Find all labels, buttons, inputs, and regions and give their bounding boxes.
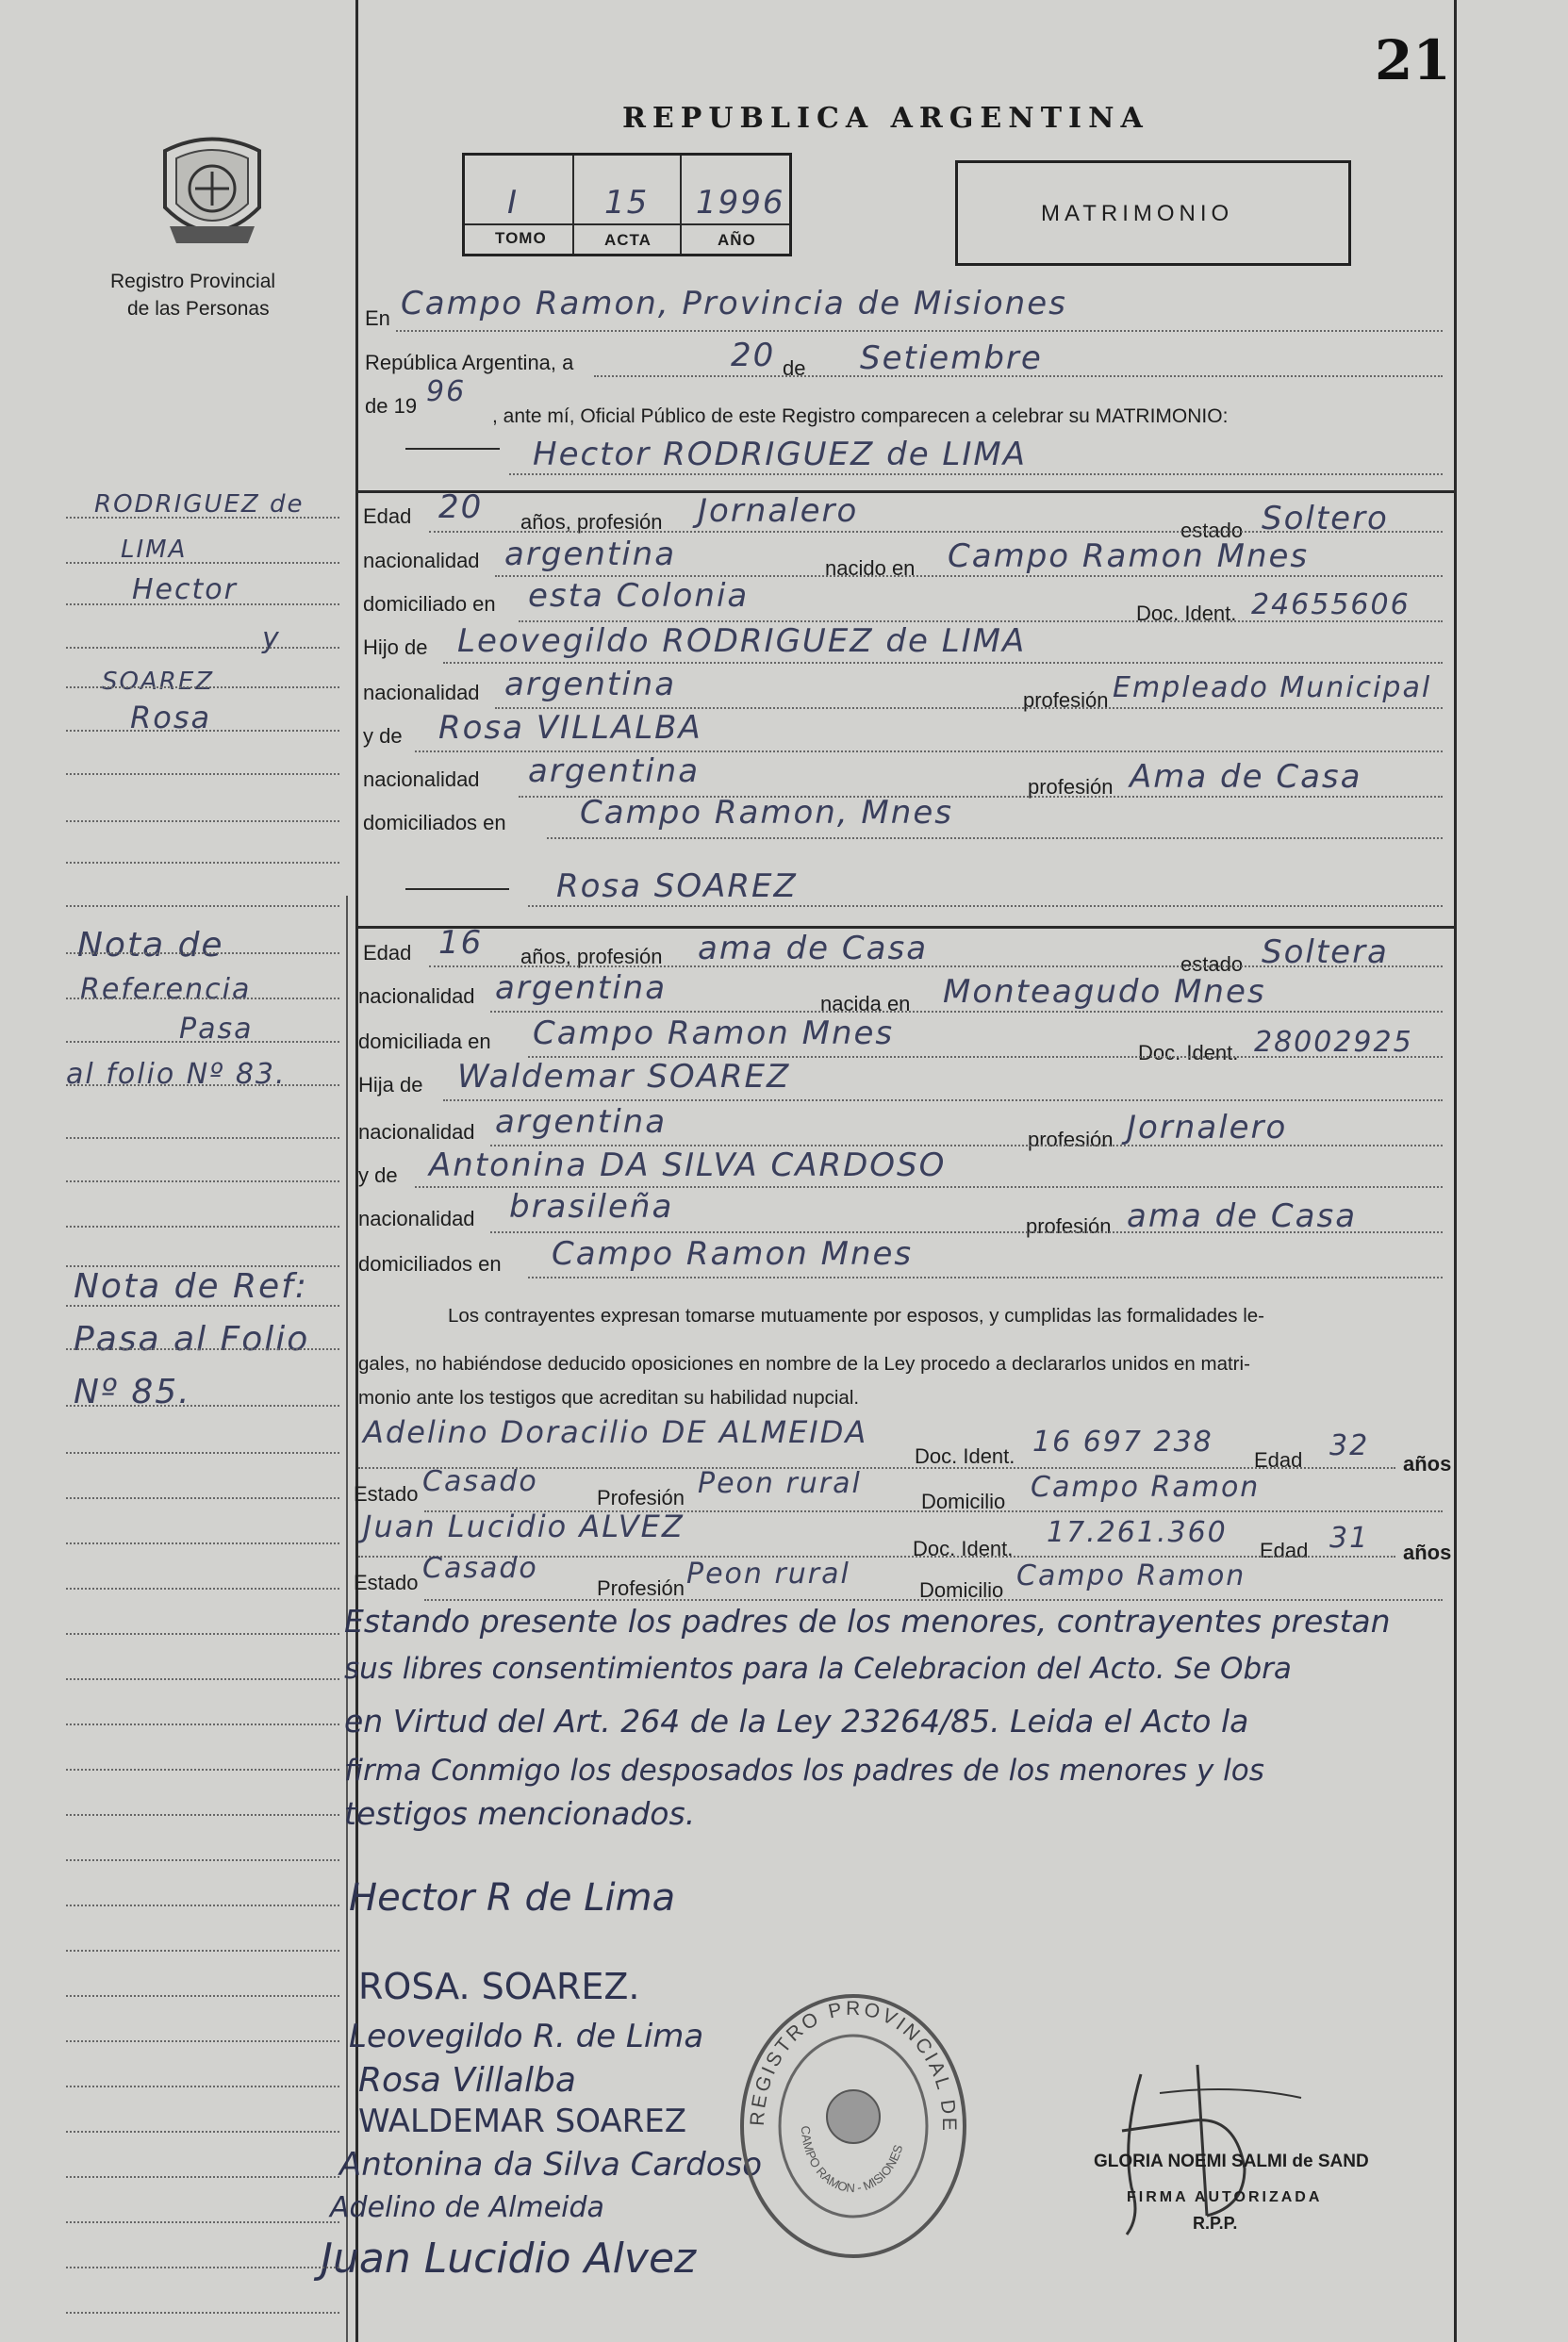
bride-domiciliados: Campo Ramon Mnes [552, 1235, 914, 1273]
witness2-doc-label: Doc. Ident. [913, 1537, 1014, 1560]
record-type-box [955, 160, 1351, 266]
margin-rule [66, 1180, 339, 1182]
margin-bride-first: Rosa [130, 700, 212, 735]
margin-rule [66, 730, 339, 732]
bride-madre-nac-label: nacionalidad [358, 1207, 475, 1230]
margin-rule [66, 1452, 339, 1454]
bride-padre: Waldemar SOAREZ [457, 1058, 791, 1096]
signature-groom-mother: Rosa Villalba [358, 2061, 576, 2100]
groom-padre: Leovegildo RODRIGUEZ de LIMA [457, 622, 1027, 660]
bride-doc-label: Doc. Ident. [1138, 1041, 1239, 1064]
bride-doc: 28002925 [1254, 1026, 1413, 1059]
margin-rule [66, 1041, 339, 1043]
margin-note1-line4: al folio Nº 83. [66, 1058, 287, 1091]
tomo-value: I [507, 184, 520, 222]
witness2-estado-label: Estado [354, 1571, 419, 1594]
margin-rule [66, 1542, 339, 1544]
groom-edad-label: Edad [363, 504, 412, 528]
groom-domiciliados-label: domiciliados en [363, 811, 506, 834]
declaration-line1: Los contrayentes expresan tomarse mutuamente por esposos, y cumplidas las formalidades le- [448, 1305, 1264, 1327]
margin-rule [66, 1497, 339, 1499]
groom-profesion: Jornalero [698, 492, 859, 530]
margin-surname-line2: LIMA [121, 536, 188, 564]
margin-rule [66, 517, 339, 519]
signature-bride-father: WALDEMAR SOAREZ [358, 2103, 687, 2140]
margin-note2-line2: Pasa al Folio [74, 1320, 310, 1359]
witness1-doc-label: Doc. Ident. [915, 1444, 1015, 1468]
groom-y-de-label: y de [363, 724, 403, 748]
witness1-name: Adelino Doracilio DE ALMEIDA [363, 1414, 868, 1450]
bride-estado: Soltera [1262, 933, 1389, 971]
witness1-anos-label: años [1403, 1452, 1452, 1476]
bride-nacionalidad: argentina [495, 969, 668, 1007]
groom-padre-prof-label: profesión [1023, 688, 1109, 712]
official-title: FIRMA AUTORIZADA [1127, 2189, 1323, 2205]
official-name: GLORIA NOEMI SALMI de SAND [1094, 2152, 1369, 2171]
province-emblem [156, 132, 269, 255]
margin-rule [66, 998, 339, 999]
margin-bride-surname: SOAREZ [102, 668, 215, 696]
witness2-doc: 17.261.360 [1047, 1516, 1228, 1549]
witness1-prof-label: Profesión [597, 1486, 685, 1509]
margin-surname-line1: RODRIGUEZ de [94, 490, 305, 519]
margin-rule [66, 1678, 339, 1680]
ano-label: AÑO [718, 231, 756, 249]
bride-profesion: ama de Casa [698, 930, 929, 967]
place-value: Campo Ramon, Provincia de Misiones [401, 285, 1067, 322]
bride-nac-label: nacionalidad [358, 984, 475, 1008]
groom-domiciliados: Campo Ramon, Mnes [580, 794, 953, 832]
margin-rule [66, 1633, 339, 1635]
margin-first-name: Hector [132, 573, 238, 606]
margin-rule [66, 1814, 339, 1816]
margin-note2-line1: Nota de Ref: [74, 1267, 308, 1306]
bride-padre-prof-label: profesión [1028, 1128, 1114, 1151]
bride-padre-nac: argentina [495, 1103, 668, 1141]
tomo-label: TOMO [495, 229, 547, 247]
margin-rule [66, 1724, 339, 1725]
margin-rule [66, 603, 339, 605]
margin-rule [66, 562, 339, 564]
witness2-estado: Casado [422, 1552, 538, 1585]
margin-rule [66, 647, 339, 649]
year-suffix: 96 [426, 375, 467, 408]
witness1-dom-label: Domicilio [921, 1490, 1006, 1513]
notes-line-5: testigos mencionados. [344, 1795, 696, 1832]
record-type-label: MATRIMONIO [1041, 201, 1234, 226]
margin-rule [66, 1137, 339, 1139]
margin-rule [66, 1950, 339, 1952]
record-ref-box [462, 153, 792, 256]
groom-estado-label: estado [1180, 519, 1244, 542]
day-value: 20 [731, 337, 776, 374]
seal-inner-text: CAMPO RAMON - MISIONES [798, 2125, 906, 2196]
bride-edad: 16 [438, 924, 484, 962]
signature-witness2: Juan Lucidio Alvez [321, 2235, 697, 2283]
margin-rule [66, 1405, 339, 1407]
witness1-edad: 32 [1329, 1429, 1370, 1462]
witness1-estado-label: Estado [354, 1482, 419, 1506]
bride-madre-prof: ama de Casa [1127, 1197, 1358, 1235]
margin-note2-line3: Nº 85. [74, 1373, 191, 1411]
margin-note1-line1: Nota de [77, 926, 224, 965]
signature-bride-mother: Antonina da Silva Cardoso [339, 2146, 763, 2184]
margin-rule [66, 905, 339, 907]
groom-nacido: Campo Ramon Mnes [948, 537, 1310, 575]
bride-anos-label: años, profesión [520, 945, 663, 968]
margin-rule [66, 1769, 339, 1771]
groom-domiciliado: esta Colonia [528, 577, 750, 615]
bride-y-de-label: y de [358, 1163, 398, 1187]
groom-hijo-label: Hijo de [363, 635, 428, 659]
witness1-estado: Casado [422, 1465, 538, 1498]
groom-padre-nac: argentina [504, 666, 677, 703]
margin-rule [66, 2131, 339, 2133]
year-prefix: de 19 [365, 394, 418, 418]
witness2-edad-label: Edad [1260, 1539, 1309, 1562]
bride-madre-nac: brasileña [509, 1188, 674, 1226]
margin-rule [66, 820, 339, 822]
page-number: 21 [1375, 28, 1451, 92]
witness2-prof-label: Profesión [597, 1576, 685, 1600]
margin-rule [66, 2221, 339, 2223]
bride-domiciliados-label: domiciliados en [358, 1252, 502, 1276]
acta-label: ACTA [604, 231, 652, 249]
republica-label: República Argentina, a [365, 351, 574, 374]
seal-text: REGISTRO PROVINCIAL DE [746, 1997, 961, 2134]
groom-doc: 24655606 [1251, 588, 1411, 621]
groom-madre-nac-label: nacionalidad [363, 767, 480, 791]
witness2-anos-label: años [1403, 1541, 1452, 1564]
bride-dom-label: domiciliada en [358, 1030, 491, 1053]
groom-doc-label: Doc. Ident. [1136, 602, 1237, 625]
margin-rule [66, 773, 339, 775]
witness2-domicilio: Campo Ramon [1016, 1559, 1246, 1592]
groom-padre-nac-label: nacionalidad [363, 681, 480, 704]
bride-estado-label: estado [1180, 952, 1244, 976]
bride-domiciliada: Campo Ramon Mnes [533, 1014, 895, 1052]
declaration-line2: gales, no habiéndose deducido oposiciones en nombre de la Ley procedo a declararlos unidos en matri- [358, 1353, 1250, 1375]
declaration-line3: monio ante los testigos que acreditan su habilidad nupcial. [358, 1387, 860, 1409]
ano-value: 1996 [696, 184, 785, 222]
groom-full-name: Hector RODRIGUEZ de LIMA [533, 436, 1027, 473]
signature-groom: Hector R de Lima [349, 1876, 676, 1920]
comparecen-text: , ante mí, Oficial Público de este Registro comparecen a celebrar su MATRIMONIO: [492, 405, 1229, 427]
margin-rule [66, 686, 339, 688]
margin-conjunction: y [262, 622, 281, 655]
de-label: de [783, 356, 806, 380]
official-org: R.P.P. [1193, 2214, 1238, 2233]
groom-nacionalidad: argentina [504, 536, 677, 573]
margin-rule [66, 2267, 339, 2268]
margin-rule [66, 2176, 339, 2178]
witness2-dom-label: Domicilio [919, 1578, 1004, 1602]
witness1-doc: 16 697 238 [1032, 1426, 1213, 1459]
groom-estado: Soltero [1262, 500, 1389, 537]
groom-madre-nac: argentina [528, 752, 701, 790]
signature-groom-father: Leovegildo R. de Lima [349, 2018, 704, 2055]
bride-madre: Antonina DA SILVA CARDOSO [429, 1146, 947, 1184]
witness1-profesion: Peon rural [698, 1467, 862, 1500]
witness2-edad: 31 [1329, 1522, 1370, 1555]
bride-hija-label: Hija de [358, 1073, 423, 1097]
bride-madre-prof-label: profesión [1026, 1214, 1112, 1238]
bride-nacida: Monteagudo Mnes [943, 973, 1266, 1011]
margin-rule [66, 1305, 339, 1307]
registry-seal [735, 1985, 971, 2258]
margin-rule [66, 2312, 339, 2314]
country-title: REPUBLICA ARGENTINA [622, 102, 1149, 135]
margin-rule [66, 1588, 339, 1590]
witness1-edad-label: Edad [1254, 1448, 1303, 1472]
notes-line-2: sus libres consentimientos para la Celebracion del Acto. Se Obra [344, 1652, 1292, 1686]
groom-nac-label: nacionalidad [363, 549, 480, 572]
bride-nacida-label: nacida en [820, 992, 911, 1015]
signature-witness1: Adelino de Almeida [330, 2191, 604, 2224]
witness2-profesion: Peon rural [686, 1558, 850, 1591]
groom-nacido-label: nacido en [825, 556, 916, 580]
margin-rule [66, 952, 339, 954]
margin-rule [66, 1348, 339, 1350]
right-column-border [1454, 0, 1457, 2342]
registry-name-line2: de las Personas [127, 298, 270, 320]
bride-full-name: Rosa SOAREZ [556, 867, 798, 905]
groom-dom-label: domiciliado en [363, 592, 496, 616]
notes-line-3: en Virtud del Art. 264 de la Ley 23264/85. Leida el Acto la [344, 1703, 1249, 1740]
acta-value: 15 [604, 184, 650, 222]
bride-padre-prof: Jornalero [1127, 1109, 1288, 1146]
groom-madre: Rosa VILLALBA [438, 709, 702, 747]
margin-rule [66, 1905, 339, 1906]
margin-rule [66, 1265, 339, 1267]
groom-padre-prof: Empleado Municipal [1113, 671, 1432, 704]
groom-madre-prof-label: profesión [1028, 775, 1114, 799]
groom-anos-label: años, profesión [520, 510, 663, 534]
witness2-name: Juan Lucidio ALVEZ [363, 1509, 685, 1544]
en-label: En [365, 306, 390, 330]
notes-line-4: firma Conmigo los desposados los padres de los menores y los [344, 1754, 1264, 1788]
witness1-domicilio: Campo Ramon [1031, 1471, 1261, 1504]
bride-edad-label: Edad [363, 941, 412, 965]
registry-name-line1: Registro Provincial [110, 271, 276, 292]
margin-rule [66, 1084, 339, 1086]
groom-edad: 20 [438, 488, 484, 526]
notes-line-1: Estando presente los padres de los menores, contrayentes prestan [344, 1603, 1391, 1640]
margin-rule [66, 2086, 339, 2087]
margin-rule [66, 2040, 339, 2042]
margin-note1-line3: Pasa [179, 1013, 254, 1046]
margin-rule [66, 1226, 339, 1228]
margin-rule [66, 1995, 339, 1997]
margin-rule [66, 862, 339, 864]
groom-madre-prof: Ama de Casa [1130, 758, 1362, 796]
signature-bride: ROSA. SOAREZ. [358, 1966, 640, 2007]
month-value: Setiembre [860, 339, 1043, 377]
margin-note1-line2: Referencia [80, 973, 252, 1006]
bride-padre-nac-label: nacionalidad [358, 1120, 475, 1144]
margin-rule [66, 1859, 339, 1861]
